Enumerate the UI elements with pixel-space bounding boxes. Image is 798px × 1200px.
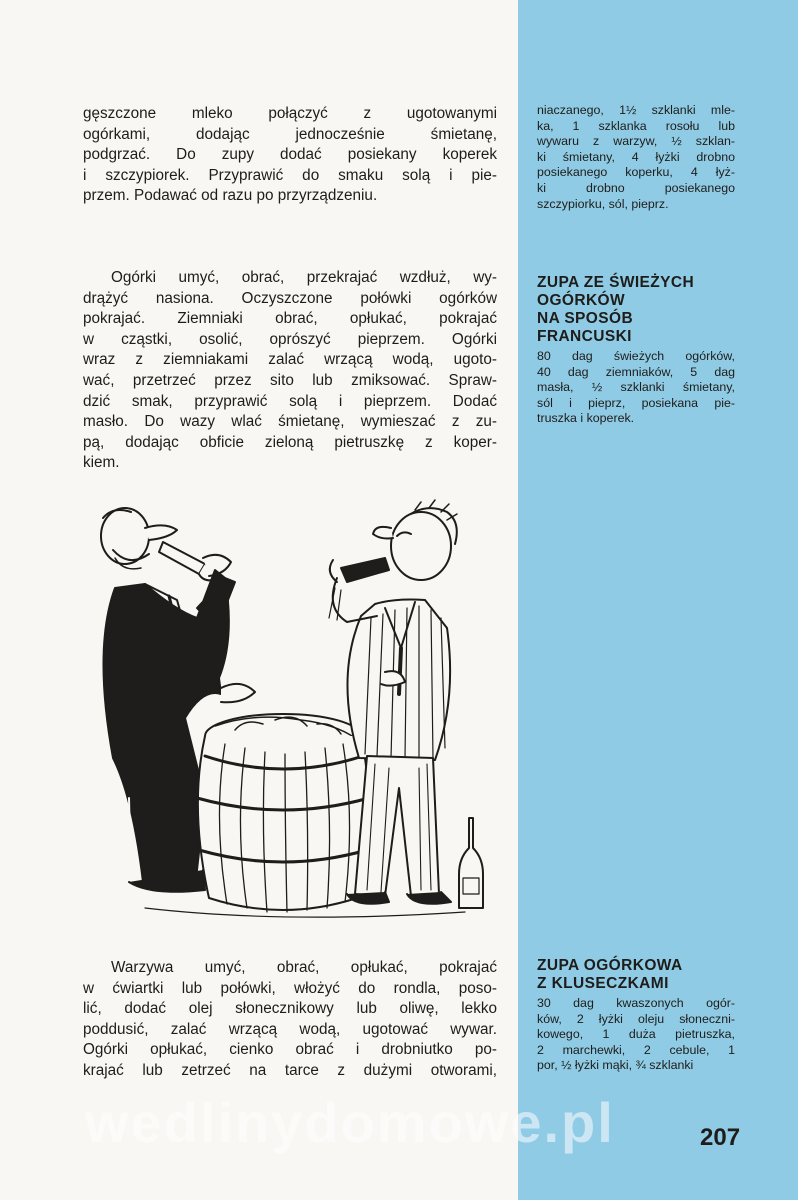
ingredient-line: ka, 1 szklanka rosołu lub bbox=[537, 118, 735, 133]
ingredients-list bbox=[537, 103, 735, 212]
title-line: OGÓRKÓW bbox=[537, 292, 626, 309]
ingredient-line: ki drobno posiekanego bbox=[537, 180, 735, 195]
text-line: przem. Podawać od razu po przyrządzeniu. bbox=[83, 187, 378, 205]
text-line: poddusić, zalać wrzącą wodą, ugotować wywar. bbox=[83, 1020, 497, 1038]
text-line: dzić smak, przyprawić solą i pieprzem. Dodać bbox=[83, 392, 497, 410]
text-line: ogórkami, dodając jednocześnie śmietanę, bbox=[83, 125, 497, 143]
ingredient-line: wywaru z warzyw, ½ szklan- bbox=[537, 134, 735, 149]
text-line: drążyć nasiona. Oczyszczone połówki ogórków bbox=[83, 289, 497, 307]
recipe-title bbox=[537, 957, 735, 993]
text-line: w cząstki, osolić, oprószyć pieprzem. Ogórki bbox=[83, 330, 497, 348]
paragraph-dumpling-soup bbox=[83, 958, 497, 1082]
ingredient-line: por, ½ łyżki mąki, ¾ szklanki bbox=[537, 1058, 694, 1073]
text-line: wraz z ziemniakami zalać wrzącą wodą, ugoto- bbox=[83, 351, 497, 369]
ingredient-line: 40 dag ziemniaków, 5 dag bbox=[537, 364, 735, 379]
ingredients-list bbox=[537, 349, 735, 427]
sidebar-ingredients-continuation bbox=[537, 103, 735, 212]
text-line: Warzywa umyć, obrać, opłukać, pokrajać bbox=[111, 959, 497, 976]
title-line: FRANCUSKI bbox=[537, 328, 632, 345]
ingredients-list bbox=[537, 996, 735, 1074]
text-line: masło. Do wazy wlać śmietanę, wymieszać z zu- bbox=[83, 413, 497, 431]
text-line: Ogórki opłukać, cienko obrać i drobniutko po- bbox=[83, 1041, 497, 1059]
ingredient-line: 2 marchewki, 2 cebule, 1 bbox=[537, 1042, 735, 1057]
recipe-title bbox=[537, 274, 735, 346]
ingredient-line: kowego, 1 duża pietruszka, bbox=[537, 1027, 735, 1042]
paragraph-continuation bbox=[83, 104, 497, 207]
text-line: gęszczone mleko połączyć z ugotowanymi bbox=[83, 105, 497, 122]
text-line: Ogórki umyć, obrać, przekrajać wzdłuż, wy- bbox=[111, 269, 497, 286]
text-line: w ćwiartki lub połówki, włożyć do rondla, poso- bbox=[83, 979, 497, 997]
text-line: podgrzać. Do zupy dodać posiekany koperek bbox=[83, 146, 497, 164]
text-line: i szczypiorek. Przyprawić do smaku solą i pie- bbox=[83, 166, 497, 184]
page-number: 207 bbox=[700, 1124, 741, 1151]
ingredient-line: truszka i koperek. bbox=[537, 411, 635, 426]
sidebar-recipe-french-cucumber-soup bbox=[537, 274, 735, 427]
title-line: NA SPOSÓB bbox=[537, 310, 634, 327]
ingredient-line: 80 dag świeżych ogórków, bbox=[537, 349, 735, 363]
ingredient-line: sól i pieprz, posiekana pie- bbox=[537, 395, 735, 410]
text-line: kiem. bbox=[83, 454, 120, 472]
text-line: pokrajać. Ziemniaki obrać, opłukać, pokrajać bbox=[83, 310, 497, 328]
ingredient-line: posiekanego koperku, 4 łyż- bbox=[537, 165, 735, 180]
bottle bbox=[459, 818, 483, 908]
text-line: lić, dodać olej słonecznikowy lub oliwę, lekko bbox=[83, 1000, 497, 1018]
text-line: wać, przetrzeć przez sito lub zmiksować. Spraw- bbox=[83, 371, 497, 389]
ingredient-line: 30 dag kwaszonych ogór- bbox=[537, 996, 735, 1010]
watermark: wedlinydomowe.pl bbox=[85, 1091, 615, 1154]
title-line: ZUPA OGÓRKOWA bbox=[537, 957, 683, 974]
ingredient-line: ków, 2 łyżki oleju słoneczni- bbox=[537, 1011, 735, 1026]
text-line: pą, dodając obficie zieloną pietruszkę z koper- bbox=[83, 433, 497, 451]
title-line: Z KLUSECZKAMI bbox=[537, 975, 669, 992]
text-line: krajać lub zetrzeć na tarce z dużymi otworami, bbox=[83, 1061, 497, 1079]
sidebar-recipe-cucumber-dumpling-soup bbox=[537, 957, 735, 1074]
paragraph-french-soup bbox=[83, 268, 497, 474]
cartoon-illustration bbox=[85, 498, 505, 928]
title-line: ZUPA ZE ŚWIEŻYCH bbox=[537, 274, 695, 291]
barrel bbox=[197, 714, 369, 912]
ingredient-line: niaczanego, 1½ szklanki mle- bbox=[537, 103, 735, 117]
ingredient-line: szczypiorku, sól, pieprz. bbox=[537, 196, 669, 211]
ingredient-line: ki śmietany, 4 łyżki drobno bbox=[537, 149, 735, 164]
ingredient-line: masła, ½ szklanki śmietany, bbox=[537, 380, 735, 395]
